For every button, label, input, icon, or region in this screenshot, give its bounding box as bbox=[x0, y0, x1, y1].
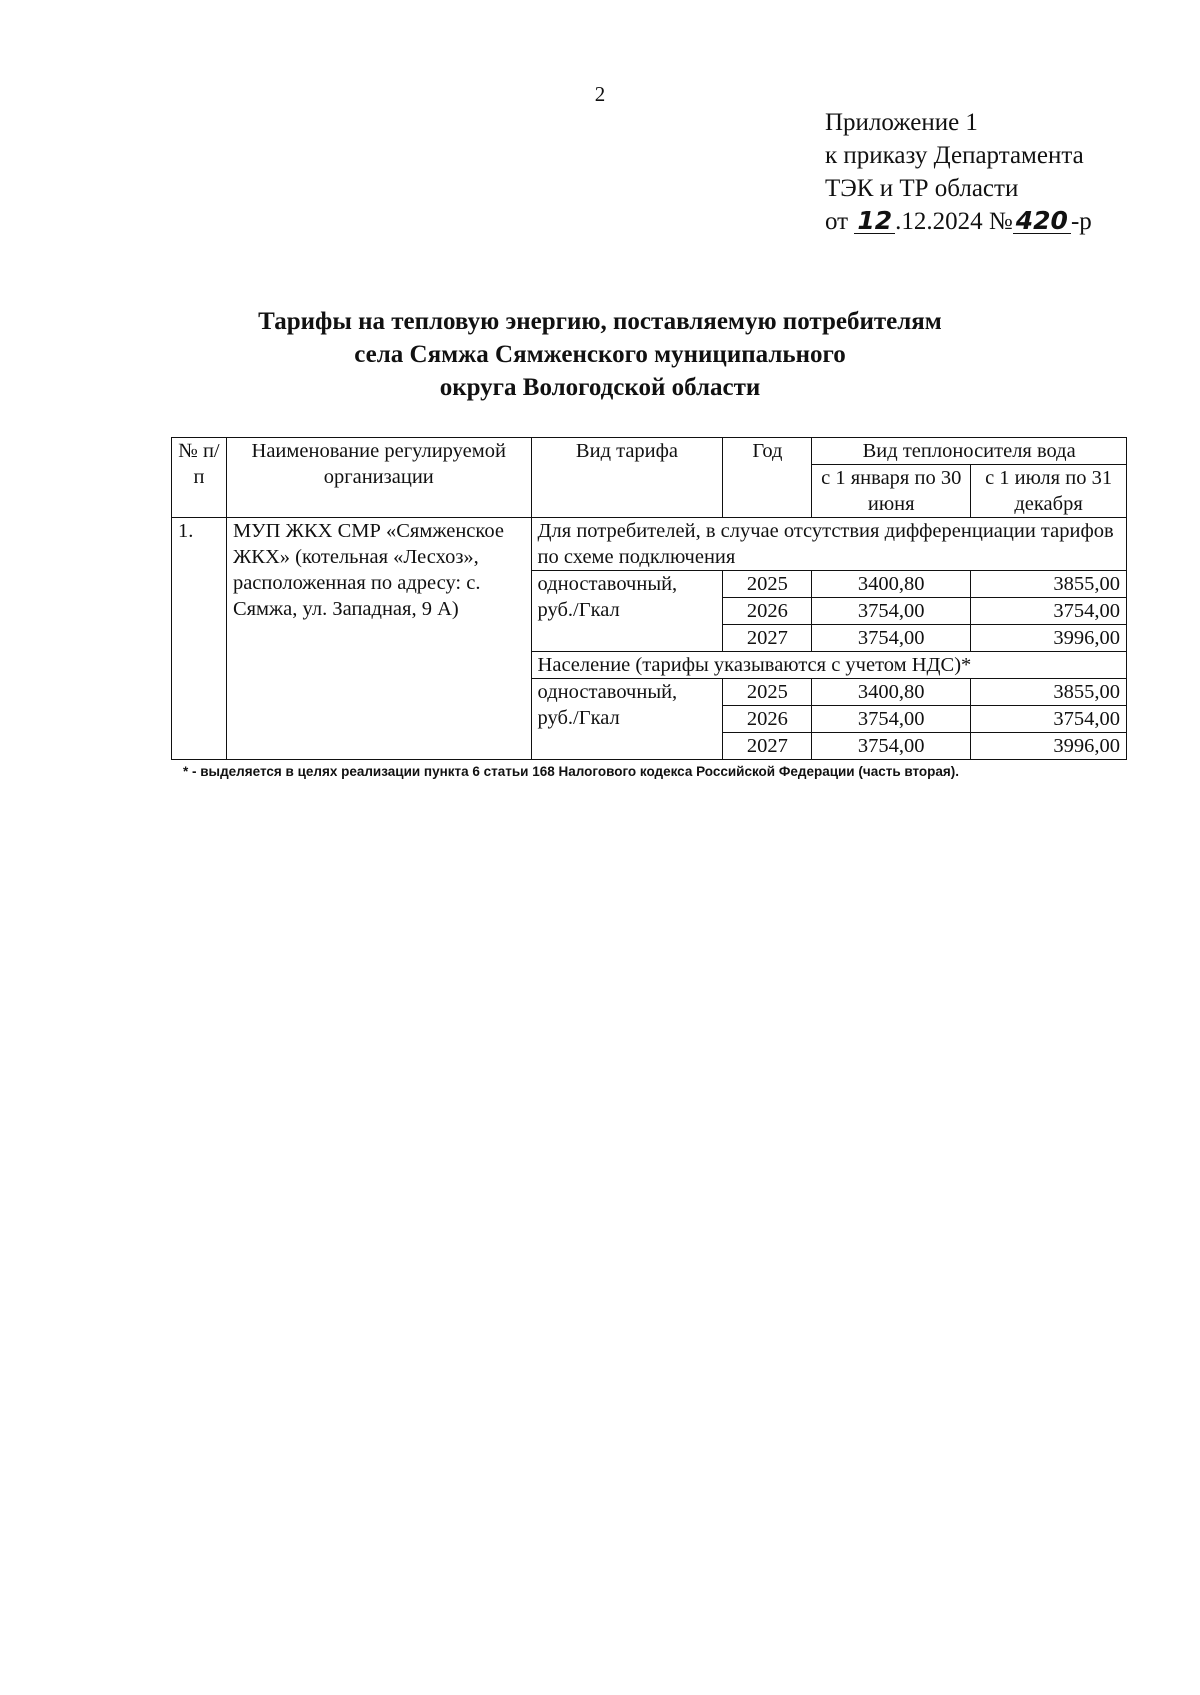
tariff-h1-cell: 3400,80 bbox=[812, 571, 971, 598]
header-period-1: с 1 января по 30 июня bbox=[812, 465, 971, 518]
page-number: 2 bbox=[594, 82, 606, 106]
footnote bbox=[183, 764, 959, 779]
order-suffix: -р bbox=[1070, 208, 1092, 235]
row-number: 1. bbox=[172, 518, 227, 760]
header-period-2: с 1 июля по 31 декабря bbox=[971, 465, 1127, 518]
section-heading-row bbox=[172, 518, 1127, 571]
header-organization: Наименование регулируемой организации bbox=[226, 438, 531, 518]
footnote-text: - выделяется в целях реализации пункта 6 статьи 168 Налогового кодекса Российской Федерации (часть вторая). bbox=[188, 764, 960, 779]
tariff-table bbox=[171, 437, 1127, 760]
date-prefix: от bbox=[825, 208, 849, 235]
year-cell: 2027 bbox=[723, 625, 812, 652]
tariff-h2-cell: 3754,00 bbox=[971, 598, 1127, 625]
date-rest: .12.2024 № bbox=[895, 208, 1013, 235]
year-cell: 2026 bbox=[723, 706, 812, 733]
annex-order-line: к приказу Департамента bbox=[825, 142, 1084, 169]
annex-block bbox=[825, 106, 1092, 238]
header-num: № п/п bbox=[172, 438, 227, 518]
year-cell: 2026 bbox=[723, 598, 812, 625]
organization-name: МУП ЖКХ СМР «Сямженское ЖКХ» (котельная «Лесхоз», расположенная по адресу: с. Сямжа, ул. Западная, 9 А) bbox=[226, 518, 531, 760]
tariff-h1-cell: 3754,00 bbox=[812, 598, 971, 625]
header-carrier: Вид теплоносителя вода bbox=[812, 438, 1127, 465]
footnote-star: * bbox=[183, 764, 189, 779]
year-cell: 2027 bbox=[723, 733, 812, 760]
year-cell: 2025 bbox=[723, 571, 812, 598]
header-row bbox=[172, 438, 1127, 465]
annex-date-line bbox=[825, 205, 1092, 238]
year-cell: 2025 bbox=[723, 679, 812, 706]
tariff-h1-cell: 3754,00 bbox=[812, 706, 971, 733]
document-title bbox=[0, 305, 1200, 404]
section-heading: Для потребителей, в случае отсутствия дифференциации тарифов по схеме подключения bbox=[531, 518, 1126, 571]
tariff-h2-cell: 3754,00 bbox=[971, 706, 1127, 733]
tariff-h2-cell: 3996,00 bbox=[971, 733, 1127, 760]
tariff-h1-cell: 3754,00 bbox=[812, 733, 971, 760]
title-line-2: села Сямжа Сямженского муниципального bbox=[354, 341, 846, 368]
annex-title: Приложение 1 bbox=[825, 109, 978, 136]
section-heading: Население (тарифы указываются с учетом НДС)* bbox=[531, 652, 1126, 679]
handwritten-order-number: 420 bbox=[1013, 209, 1071, 234]
tariff-type: одноставочный, руб./Гкал bbox=[531, 571, 723, 652]
annex-department-line: ТЭК и ТР области bbox=[825, 175, 1019, 202]
header-year: Год bbox=[723, 438, 812, 518]
tariff-h2-cell: 3855,00 bbox=[971, 571, 1127, 598]
handwritten-day: 12 bbox=[854, 209, 895, 234]
tariff-h2-cell: 3996,00 bbox=[971, 625, 1127, 652]
header-tariff-type: Вид тарифа bbox=[531, 438, 723, 518]
title-line-1: Тарифы на тепловую энергию, поставляемую потребителям bbox=[258, 308, 942, 335]
tariff-h1-cell: 3400,80 bbox=[812, 679, 971, 706]
tariff-h2-cell: 3855,00 bbox=[971, 679, 1127, 706]
tariff-type: одноставочный, руб./Гкал bbox=[531, 679, 723, 760]
tariff-h1-cell: 3754,00 bbox=[812, 625, 971, 652]
title-line-3: округа Вологодской области bbox=[439, 374, 761, 401]
